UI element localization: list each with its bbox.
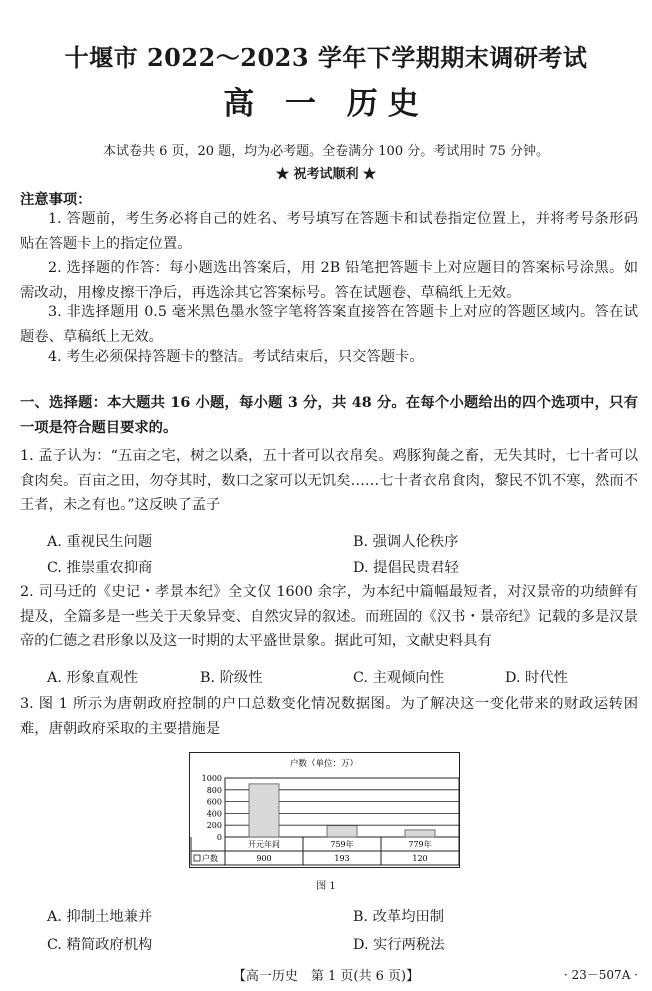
y-tick-label: 800 xyxy=(206,785,222,795)
y-tick-label: 0 xyxy=(216,833,222,842)
q3-option-b: B. 改革均田制 xyxy=(353,909,445,925)
q3-option-a: A. 抑制土地兼并 xyxy=(47,909,153,925)
x-tick-label: 779年 xyxy=(408,840,432,849)
bar xyxy=(249,784,279,837)
question-3-stem: 3. 图 1 所示为唐朝政府控制的户口总数变化情况数据图。为了解决这一变化带来的财政运转困难，唐朝政府采取的主要措施是 xyxy=(20,696,638,737)
legend-swatch xyxy=(194,855,200,861)
y-tick-label: 200 xyxy=(206,821,222,831)
note-item-1: 1. 答题前，考生务必将自己的姓名、考号填写在答题卡和试卷指定位置上，并将考号条形码贴在答题卡上的指定位置。 xyxy=(20,211,638,252)
page-footer: 【高一历史 第 1 页(共 6 页)】 xyxy=(232,969,420,984)
question-2-stem: 2. 司马迁的《史记・孝景本纪》全文仅 1600 余字，为本纪中篇幅最短者，对汉景帝的功绩鲜有提及，全篇多是一些关于天象异变、自然灾异的叙述。而班固的《汉书・景帝纪》记载的多是汉景帝的仁德之君形象以及这一时期的太平盛世景象。据此可知，文献史料具有 xyxy=(20,584,638,650)
note-item-2: 2. 选择题的作答：每小题选出答案后，用 2B 铅笔把答题卡上对应题目的答案标号涂黑。如需改动，用橡皮擦干净后，再选涂其它答案标号。答在试题卷、草稿纸上无效。 xyxy=(20,260,638,301)
x-tick-label: 开元年间 xyxy=(248,840,280,849)
q1-option-c: C. 推崇重农抑商 xyxy=(47,560,153,576)
q1-option-b: B. 强调人伦秩序 xyxy=(353,534,459,550)
y-tick-label: 600 xyxy=(206,797,222,807)
q3-option-d: D. 实行两税法 xyxy=(353,937,445,953)
exam-code: · 23－507A · xyxy=(563,968,638,982)
q2-option-a: A. 形象直观性 xyxy=(47,670,138,686)
data-label: 900 xyxy=(256,854,272,863)
q3-option-c: C. 精简政府机构 xyxy=(47,937,153,953)
q2-option-b: B. 阶级性 xyxy=(200,670,263,686)
bar xyxy=(327,826,357,837)
notes-heading: 注意事项： xyxy=(20,192,92,208)
section-heading: 一、选择题：本大题共 16 小题，每小题 3 分，共 48 分。在每个小题给出的四个选项中，只有一项是符合题目要求的。 xyxy=(20,395,638,436)
bar xyxy=(405,830,435,837)
good-luck-line: ★ 祝考试顺利 ★ xyxy=(275,167,377,182)
figure-caption: 图 1 xyxy=(316,881,336,892)
q2-option-d: D. 时代性 xyxy=(505,670,568,686)
note-item-4: 4. 考生必须保持答题卡的整洁。考试结束后，只交答题卡。 xyxy=(48,349,424,365)
q1-option-d: D. 提倡民贵君轻 xyxy=(353,560,459,576)
chart-title: 户数（单位：万） xyxy=(289,759,359,769)
y-tick-label: 1000 xyxy=(201,774,222,783)
exam-info: 本试卷共 6 页，20 题，均为必考题。全卷满分 100 分。考试用时 75 分钟。 xyxy=(102,144,550,159)
exam-title: 十堰市 2022～2023 学年下学期期末调研考试 xyxy=(64,43,588,72)
q1-option-a: A. 重视民生问题 xyxy=(47,534,153,550)
q2-option-c: C. 主观倾向性 xyxy=(353,670,445,686)
data-label: 193 xyxy=(334,854,350,863)
household-bar-chart xyxy=(189,752,460,868)
question-1-stem: 1. 孟子认为：“五亩之宅，树之以桑，五十者可以衣帛矣。鸡豚狗彘之畜，无失其时，七十者可以食肉矣。百亩之田，勿夺其时，数口之家可以无饥矣……七十者衣帛食肉，黎民不饥不寒，然而不王者，未之有也。”这反映了孟子 xyxy=(20,448,638,514)
subject-title: 高 一 历史 xyxy=(223,86,429,122)
y-tick-label: 400 xyxy=(206,809,222,819)
x-tick-label: 759年 xyxy=(330,840,354,849)
note-item-3: 3. 非选择题用 0.5 毫米黑色墨水签字笔将答案直接答在答题卡上对应的答题区域内。答在试题卷、草稿纸上无效。 xyxy=(20,304,638,345)
data-label: 120 xyxy=(412,854,428,863)
legend-label: 户数 xyxy=(202,854,218,863)
